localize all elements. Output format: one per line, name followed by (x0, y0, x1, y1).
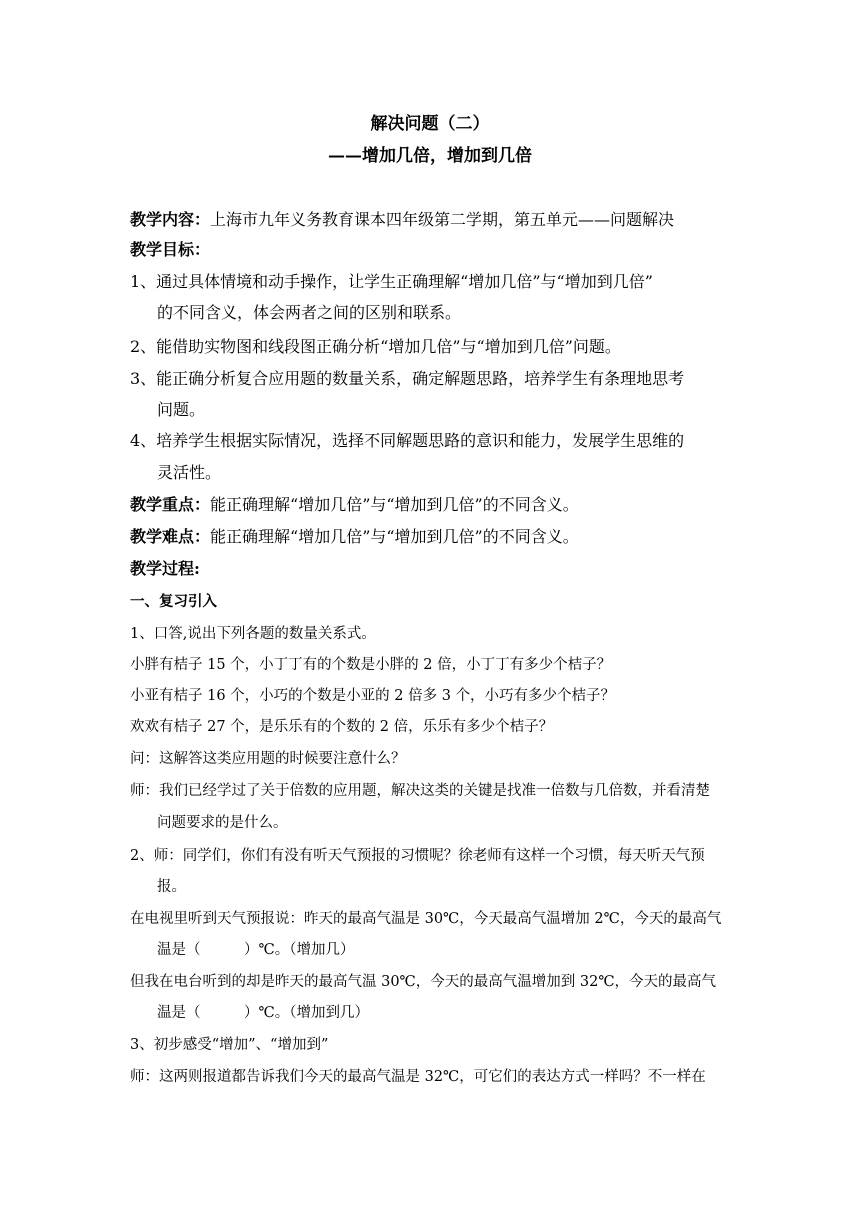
teaching-key-label: 教学重点： (130, 495, 211, 514)
section-1-heading: 一、复习引入 (130, 593, 217, 610)
teaching-difficulty-text: 能正确理解“增加几倍”与“增加到几倍”的不同含义。 (210, 527, 579, 546)
goal-4-line-2: 灵活性。 (157, 463, 222, 482)
paragraph-1: 1、口答,说出下列各题的数量关系式。 (130, 626, 376, 642)
teaching-difficulty-label: 教学难点： (130, 527, 211, 546)
teaching-difficulty (130, 529, 579, 545)
goal-3-line-2: 问题。 (157, 400, 206, 419)
paragraph-7-line-1: 2、师：同学们，你们有没有听天气预报的习惯呢？徐老师有这样一个习惯，每天听天气预 (130, 848, 705, 864)
paragraph-2: 小胖有桔子 15 个，小丁丁有的个数是小胖的 2 倍，小丁丁有多少个桔子？ (130, 657, 612, 673)
document-title: 解决问题（二） (370, 114, 490, 134)
teaching-process-label: 教学过程: (130, 559, 200, 578)
paragraph-3: 小亚有桔子 16 个，小巧的个数是小亚的 2 倍多 3 个，小巧有多少个桔子？ (130, 688, 616, 704)
document-subtitle: ——增加几倍，增加到几倍 (328, 146, 532, 166)
goal-1-line-2: 的不同含义，体会两者之间的区别和联系。 (157, 303, 462, 322)
paragraph-7-line-2: 报。 (157, 879, 186, 895)
teaching-content-label: 教学内容： (130, 210, 211, 229)
paragraph-6-line-2: 问题要求的是什么。 (157, 815, 288, 831)
paragraph-4: 欢欢有桔子 27 个，是乐乐有的个数的 2 倍，乐乐有多少个桔子？ (130, 719, 554, 735)
paragraph-6-line-1: 师：我们已经学过了关于倍数的应用题，解决这类的关键是找准一倍数与几倍数，并看清楚 (130, 783, 710, 799)
paragraph-8-line-2: 温是（ ）℃。（增加几） (157, 942, 355, 958)
teaching-key-text: 能正确理解“增加几倍”与“增加到几倍”的不同含义。 (210, 495, 579, 514)
paragraph-11: 师：这两则报道都告诉我们今天的最高气温是 32℃，可它们的表达方式一样吗？不一样在 (130, 1069, 706, 1085)
paragraph-8-line-1: 在电视里听到天气预报说：昨天的最高气温是 30℃，今天最高气温增加 2℃，今天的最高气 (130, 911, 722, 927)
goal-4-line-1: 4、培养学生根据实际情况，选择不同解题思路的意识和能力，发展学生思维的 (130, 431, 685, 450)
paragraph-9-line-1: 但我在电台听到的却是昨天的最高气温 30℃，今天的最高气温增加到 32℃，今天的最高气 (130, 974, 717, 990)
paragraph-9-line-2: 温是（ ）℃。（增加到几） (157, 1005, 369, 1021)
paragraph-5: 问：这解答这类应用题的时候要注意什么？ (130, 751, 406, 767)
paragraph-10: 3、初步感受“增加”、“增加到” (130, 1037, 329, 1053)
teaching-key-point (130, 497, 579, 513)
teaching-content (130, 212, 674, 228)
goal-1-line-1: 1、通过具体情境和动手操作，让学生正确理解“增加几倍”与“增加到几倍” (130, 272, 653, 291)
teaching-goals-label: 教学目标： (130, 240, 211, 259)
teaching-content-text: 上海市九年义务教育课本四年级第二学期，第五单元——问题解决 (210, 210, 675, 229)
goal-3-line-1: 3、能正确分析复合应用题的数量关系，确定解题思路，培养学生有条理地思考 (130, 369, 685, 388)
goal-2: 2、能借助实物图和线段图正确分析“增加几倍”与“增加到几倍”问题。 (130, 337, 621, 356)
